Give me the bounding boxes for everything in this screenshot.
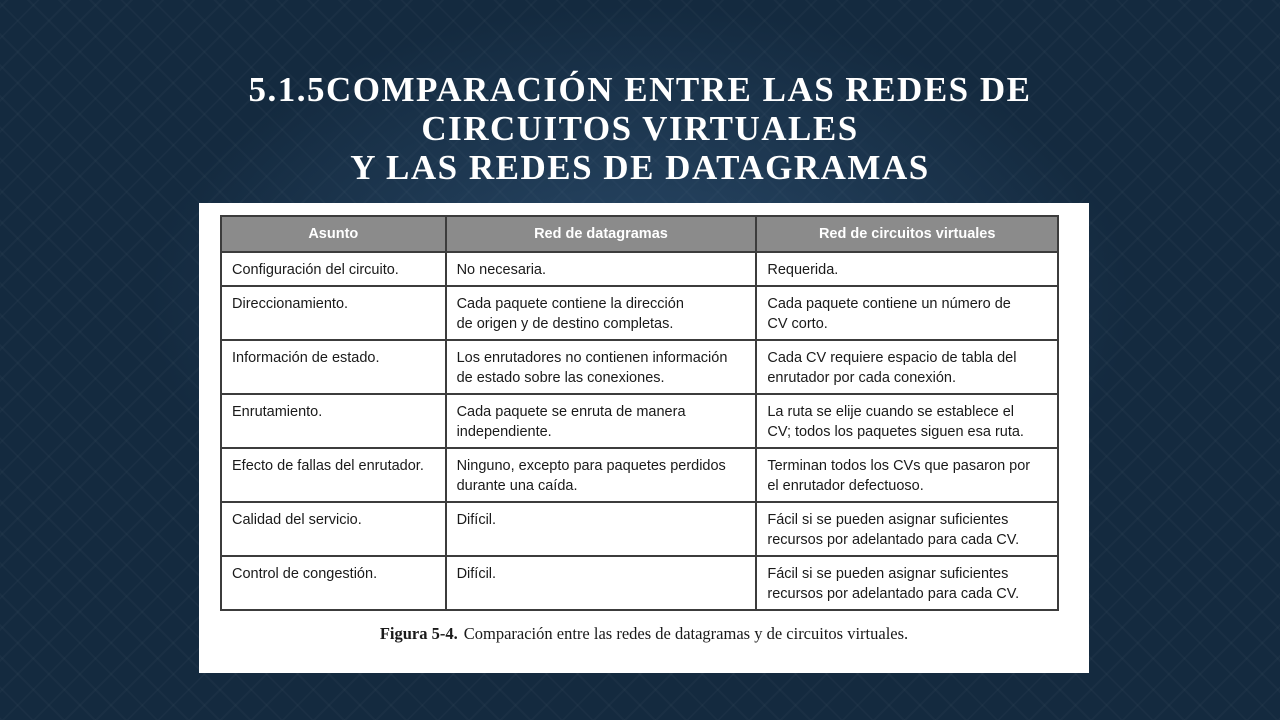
table-cell-datagram: Difícil. [446, 502, 757, 556]
table-cell-virtual-circuit: Fácil si se pueden asignar suficientes recursos por adelantado para cada CV. [756, 556, 1058, 610]
table-cell-datagram: No necesaria. [446, 252, 757, 286]
column-header-virtual-circuit-network: Red de circuitos virtuales [756, 216, 1058, 252]
table-row [221, 286, 1058, 340]
slide-title-line-2: CIRCUITOS VIRTUALES [421, 109, 859, 148]
table-row [221, 556, 1058, 610]
figure-caption [199, 624, 1089, 644]
table-cell-topic: Información de estado. [221, 340, 446, 394]
table-cell-virtual-circuit: Cada paquete contiene un número de CV corto. [756, 286, 1058, 340]
table-row [221, 340, 1058, 394]
table-cell-topic: Calidad del servicio. [221, 502, 446, 556]
table-cell-virtual-circuit: Requerida. [756, 252, 1058, 286]
column-header-datagram-network: Red de datagramas [446, 216, 757, 252]
comparison-table [220, 215, 1059, 611]
slide-title-line-1: 5.1.5COMPARACIÓN ENTRE LAS REDES DE [248, 70, 1032, 109]
table-cell-topic: Direccionamiento. [221, 286, 446, 340]
table-cell-virtual-circuit: Cada CV requiere espacio de tabla del enrutador por cada conexión. [756, 340, 1058, 394]
figure-image [199, 203, 1089, 673]
table-cell-datagram: Cada paquete se enruta de manera independiente. [446, 394, 757, 448]
slide-title [0, 70, 1280, 187]
table-row [221, 448, 1058, 502]
table-cell-virtual-circuit: Fácil si se pueden asignar suficientes recursos por adelantado para cada CV. [756, 502, 1058, 556]
column-header-asunto: Asunto [221, 216, 446, 252]
table-row [221, 252, 1058, 286]
table-cell-datagram: Los enrutadores no contienen información de estado sobre las conexiones. [446, 340, 757, 394]
table-row [221, 502, 1058, 556]
table-cell-topic: Configuración del circuito. [221, 252, 446, 286]
table-header-row [221, 216, 1058, 252]
figure-caption-label: Figura 5-4. [379, 624, 458, 643]
table-row [221, 394, 1058, 448]
table-cell-datagram: Difícil. [446, 556, 757, 610]
table-cell-datagram: Ninguno, excepto para paquetes perdidos durante una caída. [446, 448, 757, 502]
table-cell-topic: Control de congestión. [221, 556, 446, 610]
table-cell-virtual-circuit: Terminan todos los CVs que pasaron por el enrutador defectuoso. [756, 448, 1058, 502]
table-cell-datagram: Cada paquete contiene la dirección de origen y de destino completas. [446, 286, 757, 340]
table-cell-topic: Efecto de fallas del enrutador. [221, 448, 446, 502]
table-cell-topic: Enrutamiento. [221, 394, 446, 448]
slide-title-line-3: Y LAS REDES DE DATAGRAMAS [350, 148, 930, 187]
figure-caption-text: Comparación entre las redes de datagramas y de circuitos virtuales. [463, 624, 909, 643]
table-cell-virtual-circuit: La ruta se elije cuando se establece el CV; todos los paquetes siguen esa ruta. [756, 394, 1058, 448]
